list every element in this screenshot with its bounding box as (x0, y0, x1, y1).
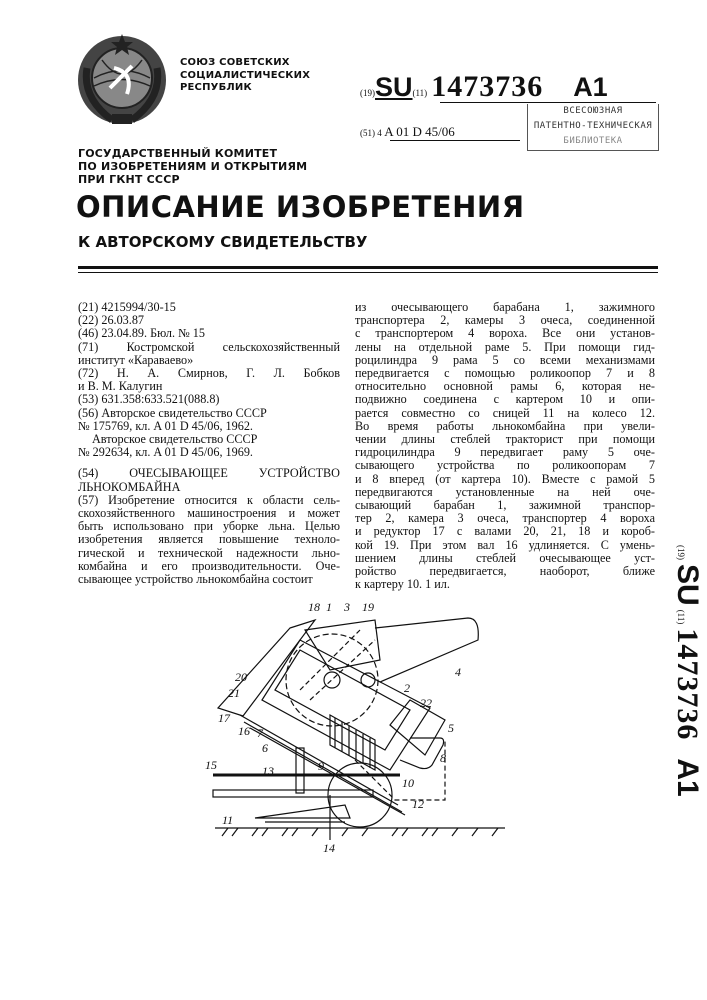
text-line: сывающий барабан 1, зажимной транспор- (355, 499, 655, 512)
figure-label: 19 (362, 600, 374, 614)
figure-label: 7 (257, 726, 264, 740)
figure-label: 17 (218, 711, 231, 725)
figure-label: 5 (448, 721, 454, 735)
figure-label: 15 (205, 758, 217, 772)
figure-label: 6 (262, 741, 268, 755)
committee-line: ПО ИЗОБРЕТЕНИЯМ И ОТКРЫТИЯМ (78, 160, 307, 173)
text-line: скохозяйственного машиностроения и может (78, 507, 340, 520)
text-line: сывающего устройства по роликоопорам 7 (355, 459, 655, 472)
side-code-19: (19) (676, 545, 686, 560)
text-line: подвижно соединена с картером 10 и опи- (355, 393, 655, 406)
figure-label: 3 (343, 600, 350, 614)
document-subtitle: К АВТОРСКОМУ СВИДЕТЕЛЬСТВУ (78, 233, 367, 251)
text-line: (72) Н. А. Смирнов, Г. Л. Бобков (78, 367, 340, 380)
stamp-line: ВСЕСОЮЗНАЯ (528, 104, 658, 119)
side-su: SU (671, 564, 704, 606)
figure-label: 8 (440, 751, 446, 765)
text-line: передвигается с помощью роликоопор 7 и 8 (355, 367, 655, 380)
figure-label: 1 (326, 600, 332, 614)
technical-drawing (0, 0, 707, 1000)
text-line: лены на отдельной раме 5. При помощи гид- (355, 341, 655, 354)
text-line: с транспортером 4 вороха. Все они установ- (355, 327, 655, 340)
text-line: гической и технической надежности льно- (78, 547, 340, 560)
text-line: ЛЬНОКОМБАЙНА (78, 481, 340, 494)
text-line: относительно основной рамы 6, которая не- (355, 380, 655, 393)
text-line: передвигаются установленные на ней оче- (355, 486, 655, 499)
figure-label: 18 (308, 600, 320, 614)
committee-line: ГОСУДАРСТВЕННЫЙ КОМИТЕТ (78, 147, 307, 160)
text-line: комбайна и его производительности. Оче- (78, 560, 340, 573)
figure-label: 10 (402, 776, 414, 790)
text-line: к картеру 10. 1 ил. (355, 578, 655, 591)
figure-label: 14 (323, 841, 335, 855)
text-line: (21) 4215994/30-15 (78, 301, 340, 314)
text-line: изобретения является повышение техноло- (78, 533, 340, 546)
ipc-code: A 01 D 45/06 (384, 124, 454, 139)
figure-label: 13 (262, 764, 274, 778)
country-line: СОЮЗ СОВЕТСКИХ (180, 57, 310, 70)
text-line: № 292634, кл. A 01 D 45/06, 1969. (78, 446, 340, 459)
text-line: (22) 26.03.87 (78, 314, 340, 327)
text-line: (54) ОЧЕСЫВАЮЩЕЕ УСТРОЙСТВО (78, 467, 340, 480)
text-line: гидроцилиндра 9 передвигает раму 5 оче- (355, 446, 655, 459)
ground-line (215, 828, 505, 836)
frame-drawing (213, 618, 478, 840)
document-title: ОПИСАНИЕ ИЗОБРЕТЕНИЯ (76, 190, 525, 224)
figure-label: 21 (228, 686, 240, 700)
text-line: из очесывающего барабана 1, зажимного (355, 301, 655, 314)
country-code: SU (375, 72, 413, 102)
text-line: быть использовано при уборке льна. Целью (78, 520, 340, 533)
text-line: и 8 вперед (от картера 10). Вместе с рамой 5 (355, 473, 655, 486)
figure-label: 16 (238, 724, 250, 738)
text-line: (56) Авторское свидетельство СССР (78, 407, 340, 420)
side-number: 1473736 (671, 628, 704, 740)
text-line: ройство передвигается, наоборот, ближе (355, 565, 655, 578)
text-line: шением длины стеблей очесывающее уст- (355, 552, 655, 565)
text-line: Во время работы льнокомбайна при увели- (355, 420, 655, 433)
code-51: (51) 4 (360, 128, 382, 138)
text-line: № 175769, кл. A 01 D 45/06, 1962. (78, 420, 340, 433)
text-line: (46) 23.04.89. Бюл. № 15 (78, 327, 340, 340)
text-line: и редуктор 17 с валами 20, 21, 18 и короб- (355, 525, 655, 538)
text-line: (57) Изобретение относится к области сель- (78, 494, 340, 507)
text-line: кой 19. При этом вал 16 удлиняется. С умень- (355, 539, 655, 552)
text-line: институт «Караваево» (78, 354, 340, 367)
country-line: РЕСПУБЛИК (180, 82, 310, 95)
text-line: Авторское свидетельство СССР (78, 433, 340, 446)
stamp-line: ПАТЕНТНО-ТЕХНИЧЕСКАЯ (528, 119, 658, 134)
figure-label: 4 (455, 665, 461, 679)
text-line: рается совместно со сницей 11 на колесо 12. (355, 407, 655, 420)
figure-label: 22 (420, 696, 432, 710)
text-line: (53) 631.358:633.521(088.8) (78, 393, 340, 406)
text-line: чении длины стеблей тракторист при помощи (355, 433, 655, 446)
figure-label: 12 (412, 797, 424, 811)
text-line: и В. М. Калугин (78, 380, 340, 393)
text-line: (71) Костромской сельскохозяйственный (78, 341, 340, 354)
code-19: (19) (360, 88, 375, 98)
patent-number: 1473736 (431, 70, 543, 103)
text-line: сывающее устройство льнокомбайна состоит (78, 573, 340, 586)
side-kind: A1 (671, 758, 704, 796)
text-line: роцилиндра 9 рама 5 со всеми механизмами (355, 354, 655, 367)
figure-label: 2 (404, 681, 410, 695)
code-11: (11) (413, 88, 428, 98)
text-line: транспортера 2, камеры 3 очеса, соединенной (355, 314, 655, 327)
text-line: тер 2, камера 3 очеса, транспортер 4 вороха (355, 512, 655, 525)
figure-label: 9 (318, 759, 324, 773)
figure-label: 20 (235, 670, 247, 684)
transporter-4 (375, 618, 478, 682)
committee-line: ПРИ ГКНТ СССР (78, 173, 307, 186)
country-line: СОЦИАЛИСТИЧЕСКИХ (180, 70, 310, 83)
figure-label: 11 (222, 813, 233, 827)
stamp-line: БИБЛИОТЕКА (528, 134, 658, 149)
kind-code: A1 (573, 72, 608, 102)
side-code-11: (11) (676, 610, 686, 625)
